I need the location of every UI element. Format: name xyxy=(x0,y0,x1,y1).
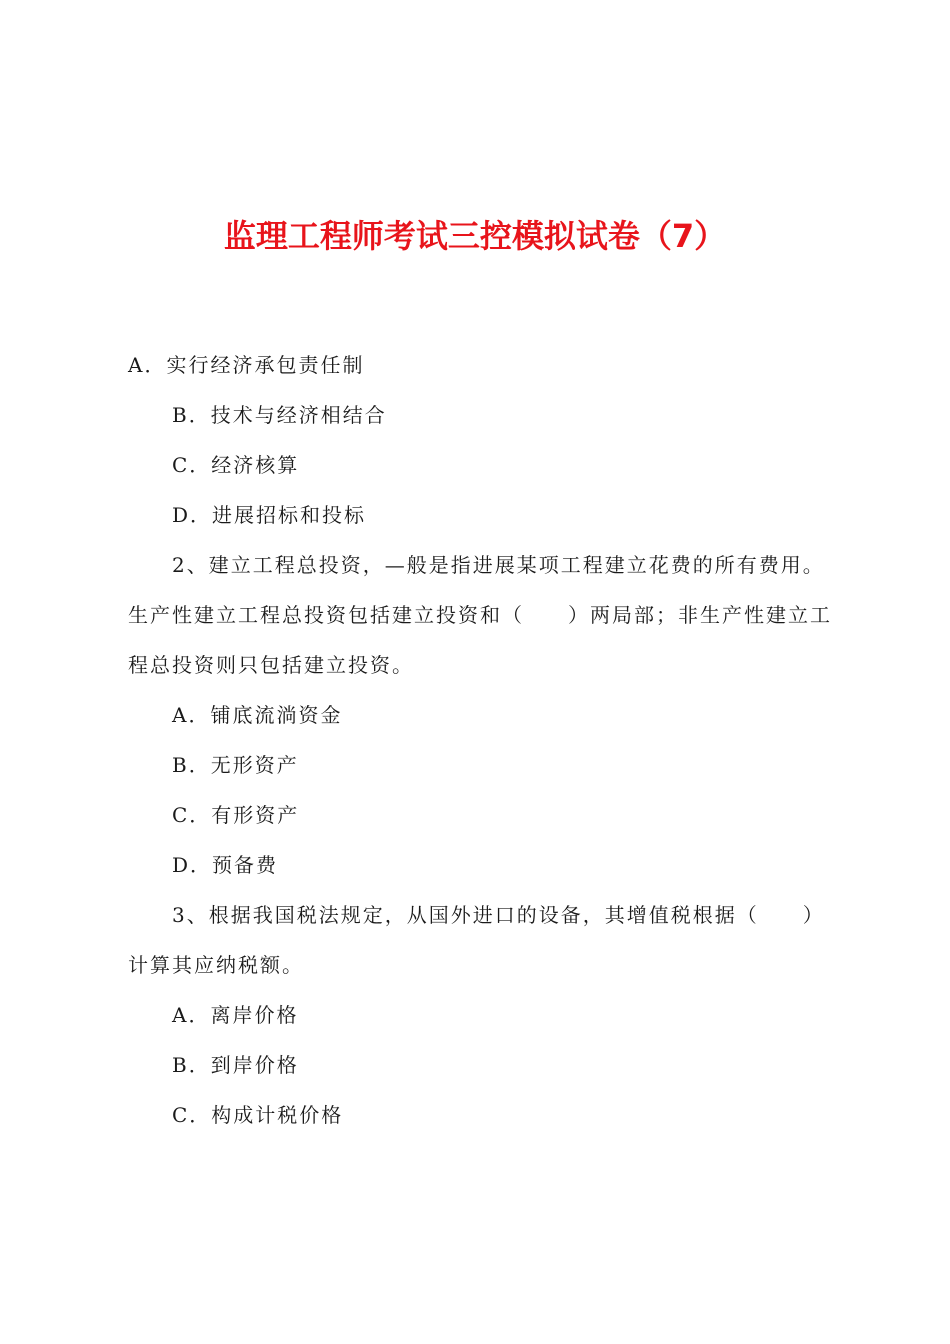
q2-option-b: B．无形资产 xyxy=(172,753,299,777)
q2-option-d: D．预备费 xyxy=(172,853,279,877)
q3-option-c: C．构成计税价格 xyxy=(172,1103,344,1127)
q3-stem: 3、根据我国税法规定，从国外进口的设备，其增值税根据（ ）计算其应纳税额。 xyxy=(128,903,825,977)
q1-option-c: C．经济核算 xyxy=(172,453,300,477)
q2-stem: 2、建立工程总投资，—般是指进展某项工程建立花费的所有费用。生产性建立工程总投资包括建立投资和（ ）两局部；非生产性建立工程总投资则只包括建立投资。 xyxy=(128,553,832,677)
document-title: 监理工程师考试三控模拟试卷（7） xyxy=(223,217,727,255)
q1-option-b: B．技术与经济相结合 xyxy=(172,403,387,427)
q1-option-d: D．进展招标和投标 xyxy=(172,503,367,527)
q3-option-a: A．离岸价格 xyxy=(172,1003,299,1027)
q2-option-c: C．有形资产 xyxy=(172,803,300,827)
q2-option-a: A．铺底流淌资金 xyxy=(172,703,343,727)
document-body xyxy=(128,340,838,1140)
q1-option-a: A．实行经济承包责任制 xyxy=(128,353,365,377)
q3-option-b: B．到岸价格 xyxy=(172,1053,299,1077)
